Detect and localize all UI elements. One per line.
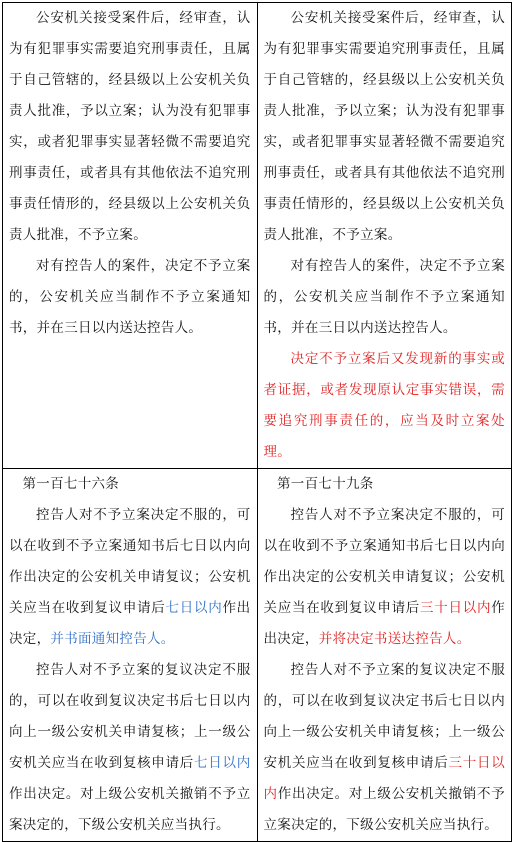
text-run: 作出决定， <box>263 600 505 647</box>
paragraph <box>9 251 251 344</box>
text-run: 第一百七十九条 <box>277 476 374 492</box>
right-cell-row1 <box>257 3 512 469</box>
paragraph <box>9 500 251 655</box>
text-run: 并将决定书送达控告人。 <box>318 631 471 647</box>
left-cell-row2 <box>3 469 258 842</box>
text-run: 并书面通知控告人。 <box>50 631 175 647</box>
text-run: 决定不予立案后又发现新的事实或者证据，或者发现原认定事实错误，需要追究刑事责任的，应当及时立案处理。 <box>263 351 505 460</box>
text-run: 三十日以内 <box>420 600 492 616</box>
paragraph <box>264 251 506 344</box>
text-run: 作出决定， <box>9 600 251 647</box>
article-heading <box>264 469 506 500</box>
left-cell-row1 <box>3 3 258 469</box>
text-run: 对有控告人的案件，决定不予立案的，公安机关应当制作不予立案通知书，并在三日以内送达控告人。 <box>9 258 251 336</box>
text-run: 控告人对不予立案的复议决定不服的，可以在收到复议决定书后七日以内向上一级公安机关申请复核；上一级公安机关应当在收到复核申请后 <box>263 662 505 771</box>
text-run: 公安机关接受案件后，经审查，认为有犯罪事实需要追究刑事责任，且属于自己管辖的，经县级以上公安机关负责人批准，予以立案；认为没有犯罪事实，或者犯罪事实显著轻微不需要追究刑事责任，或者具有其他依法不追究刑事责任情形的，经县级以上公安机关负责人批准，不予立案。 <box>263 10 505 243</box>
paragraph <box>264 655 506 841</box>
text-run: 控告人对不予立案决定不服的，可以在收到不予立案通知书后七日以内向作出决定的公安机关申请复议；公安机关应当在收到复议申请后 <box>263 507 505 616</box>
table-row <box>3 469 512 842</box>
text-run: 作出决定。对上级公安机关撤销不予立案决定的，下级公安机关应当执行。 <box>9 786 251 833</box>
text-run: 三十日以内 <box>263 755 505 802</box>
text-run: 控告人对不予立案决定不服的，可以在收到不予立案通知书后七日以内向作出决定的公安机关申请复议；公安机关应当在收到复议申请后 <box>9 507 251 616</box>
right-cell-row2 <box>257 469 512 842</box>
text-run: 七日以内 <box>194 755 251 771</box>
text-run: 控告人对不予立案的复议决定不服的，可以在收到复议决定书后七日以内向上一级公安机关申请复核；上一级公安机关应当在收到复核申请后 <box>9 662 251 771</box>
text-run: 第一百七十六条 <box>22 476 120 492</box>
paragraph <box>9 655 251 841</box>
article-heading <box>9 469 251 500</box>
paragraph <box>9 3 251 251</box>
paragraph <box>264 3 506 251</box>
paragraph <box>264 500 506 655</box>
comparison-table <box>2 2 512 842</box>
text-run: 公安机关接受案件后，经审查，认为有犯罪事实需要追究刑事责任，且属于自己管辖的，经县级以上公安机关负责人批准，予以立案；认为没有犯罪事实，或者犯罪事实显著轻微不需要追究刑事责任，或者具有其他依法不追究刑事责任情形的，经县级以上公安机关负责人批准，不予立案。 <box>9 10 251 243</box>
text-run: 七日以内 <box>165 600 223 616</box>
text-run: 对有控告人的案件，决定不予立案的，公安机关应当制作不予立案通知书，并在三日以内送达控告人。 <box>263 258 505 336</box>
table-row <box>3 3 512 469</box>
paragraph <box>264 344 506 468</box>
text-run: 作出决定。对上级公安机关撤销不予立案决定的，下级公安机关应当执行。 <box>263 786 505 833</box>
